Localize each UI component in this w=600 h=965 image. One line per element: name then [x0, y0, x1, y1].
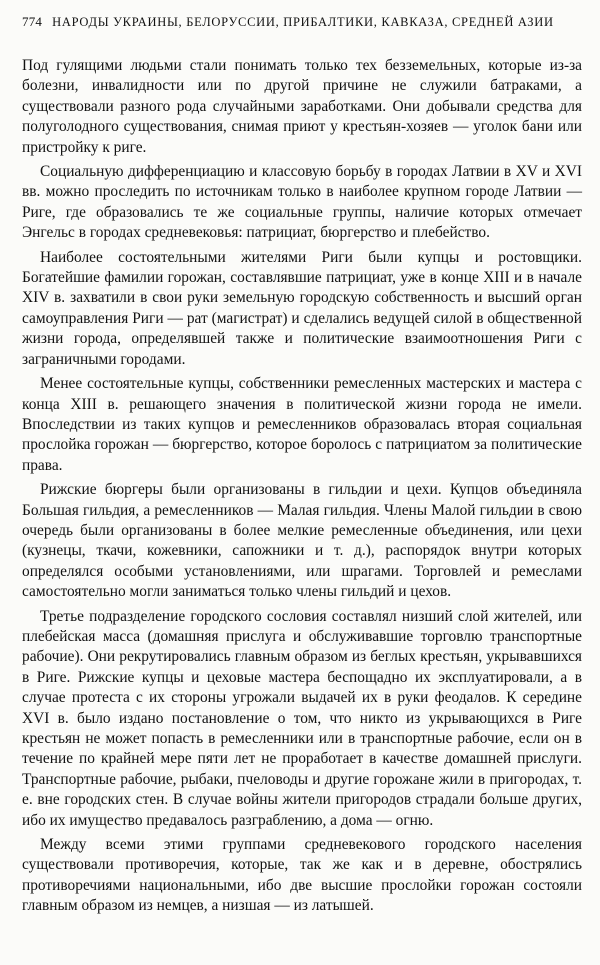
paragraph-patriciate: Наиболее состоятельными жителями Риги были купцы и ростовщики. Богатейшие фамилии горожан, составлявшие патрициат, уже в конце XIII и в начале XIV в. захватили в свои руки земельную городскую собственность и высший орган самоуправления Риги — рат (магистрат) и сделались ведущей силой в общественной жизни города, определявшей также и политические взаимоотношения Риги с заграничными городами.: [22, 248, 582, 368]
running-header: [22, 14, 582, 30]
paragraph-guilds: Рижские бюргеры были организованы в гильдии и цехи. Купцов объединяла Большая гильдия, а ремесленников — Малая гильдия. Члены Малой гильдии в свою очередь были организованы в более мелкие ремесленные объединения, или цехи (кузнецы, ткачи, кожевники, сапожники и т. д.), распорядок внутри которых определялся особыми установлениями, или шрагами. Торговлей и ремеслами самостоятельно могли заниматься только члены гильдий и цехов.: [22, 481, 582, 601]
paragraph-plebeians: Третье подразделение городского сословия составлял низший слой жителей, или плебейская масса (домашняя прислуга и обслуживавшие торговлю транспортные рабочие). Они рекрутировались главным образом из беглых крестьян, укрывавшихся в Риге. Рижские купцы и цеховые мастера беспощадно их эксплуатировали, а в случае протеста с их стороны угрожали выдачей их в руки феодалов. К середине XVI в. было издано постановление о том, что никто из укрывающихся в Риге крестьян не может попасть в ремесленники или в транспортные рабочие, если он в течение по крайней мере пяти лет не проработает в качестве домашней прислуги. Транспортные рабочие, рыбаки, пчеловоды и другие горожане жили в пригородах, т. е. вне городских стен. В случае войны жители пригородов страдали больше других, ибо их имущество предавалось разграблению, а дома — огню.: [22, 607, 582, 829]
page-number: 774: [22, 14, 43, 29]
paragraph-contradictions: Между всеми этими группами средневекового городского населения существовали противоречия, которые, так же как и в деревне, обострялись противоречиями национальными, ибо две высшие прослойки горожан состояли главным образом из немцев, а низшая — из латышей.: [22, 836, 582, 915]
paragraph-burghers: Менее состоятельные купцы, собственники ремесленных мастерских и мастера с конца XIII в. решающего значения в политической жизни города не имели. Впоследствии из таких купцов и ремесленников образовалась вторая социальная прослойка горожан — бюргерство, которое боролось с патрициатом за политические права.: [22, 375, 582, 474]
paragraph-landless: Под гулящими людьми стали понимать только тех безземельных, которые из-за болезни, инвалидности или по другой причине не служили батраками, а существовали разного рода случайными заработками. Они добывали средства для полуголодного существования, снимая приют у крестьян-хозяев — уголок бани или пристройку к риге.: [22, 57, 582, 156]
body-text: [22, 56, 582, 917]
running-title: НАРОДЫ УКРАИНЫ, БЕЛОРУССИИ, ПРИБАЛТИКИ, КАВКАЗА, СРЕДНЕЙ АЗИИ: [52, 15, 554, 29]
paragraph-social-differentiation: Социальную дифференциацию и классовую борьбу в городах Латвии в XV и XVI вв. можно проследить по источникам только в наиболее крупном городе Латвии — Риге, где образовались те же социальные группы, наличие которых отмечает Энгельс в городах средневековья: патрициат, бюргерство и плебейство.: [22, 163, 582, 242]
